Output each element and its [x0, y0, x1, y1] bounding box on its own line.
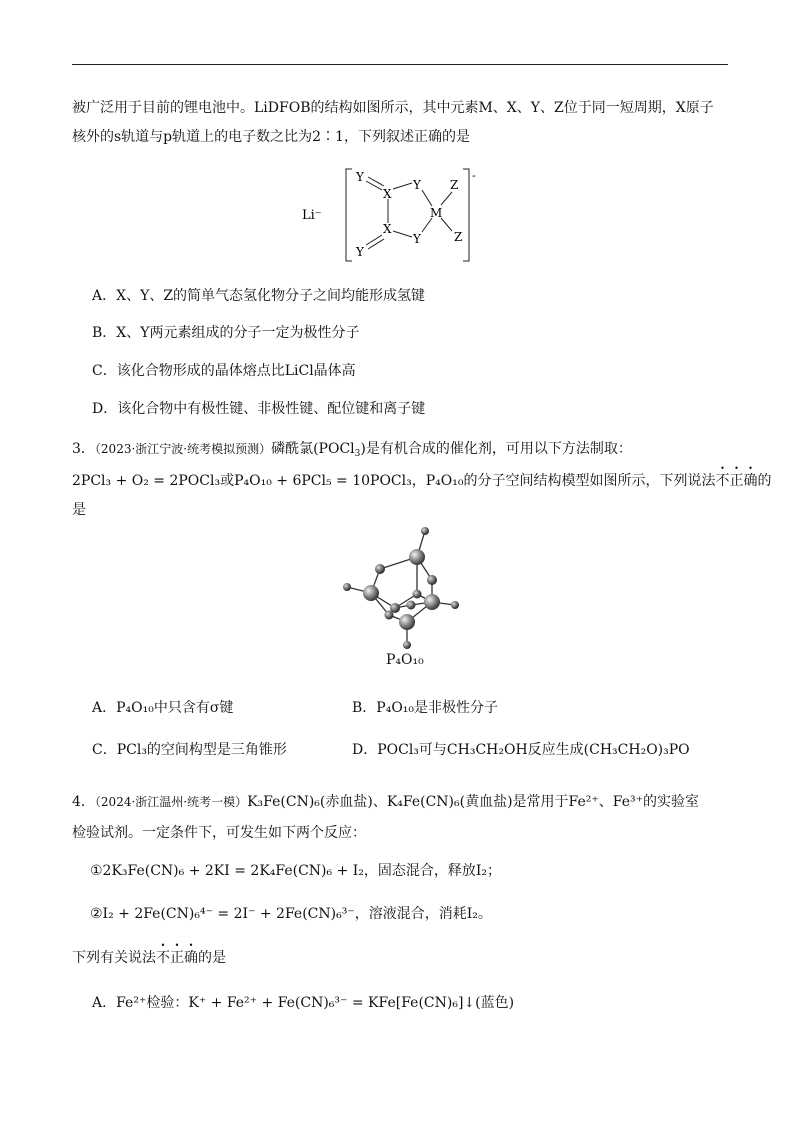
phosphorus-atom — [424, 594, 440, 610]
q3-option-c: C．PCl₃的空间构型是三角锥形 — [92, 742, 287, 758]
lithium-cation-label: Li⁻ — [302, 208, 322, 223]
oxygen-atom — [421, 527, 429, 535]
atom-y: Y — [356, 170, 364, 184]
header-rule — [72, 64, 728, 65]
q2-option-b: B．X、Y两元素组成的分子一定为极性分子 — [92, 325, 360, 341]
q2-option-c: C．该化合物形成的晶体熔点比LiCl晶体高 — [92, 363, 356, 379]
q4-option-a: A．Fe²⁺检验：K⁺ + Fe²⁺ + Fe(CN)₆³⁻ = KFe[Fe(CN)₆]↓(蓝色) — [92, 995, 515, 1011]
emphasis-char: 确 — [743, 473, 758, 489]
emphasis-char: 正 — [729, 473, 744, 489]
q2-option-a: A．X、Y、Z的简单气态氢化物分子之间均能形成氢键 — [92, 288, 426, 304]
atom-y: Y — [413, 232, 421, 246]
q2-stem-line1: 被广泛用于目前的锂电池中。LiDFOB的结构如图所示，其中元素M、X、Y、Z位于同一短周期，X原子 — [72, 100, 714, 116]
oxygen-atom — [427, 575, 437, 585]
lidfob-structure-figure — [300, 165, 500, 265]
q3-option-d: D．POCl₃可与CH₃CH₂OH反应生成(CH₃CH₂O)₃PO — [352, 742, 690, 758]
atom-z: Z — [454, 230, 463, 244]
oxygen-atom — [413, 590, 422, 599]
emphasis-char: 确 — [184, 950, 198, 966]
emphasis-char: 正 — [170, 950, 184, 966]
q3-source: （2023·浙江宁波·统考模拟预测） — [94, 442, 272, 456]
q2-stem-line2: 核外的s轨道与p轨道上的电子数之比为2∶1，下列叙述正确的是 — [72, 129, 470, 145]
q3-stem-part1: 磷酰氯(POCl — [271, 441, 355, 457]
phosphorus-atom — [363, 585, 379, 601]
emphasis-char: 不 — [715, 473, 730, 489]
atom-x: X — [383, 222, 392, 236]
atom-y: Y — [356, 245, 364, 259]
p4o10-molecule-model — [335, 525, 465, 650]
oxygen-atom — [343, 583, 351, 591]
q4-reaction-2: ②I₂ + 2Fe(CN)₆⁴⁻ = 2I⁻ + 2Fe(CN)₆³⁻，溶液混合，消耗I₂。 — [90, 906, 492, 922]
q4-stem-part1: K₃Fe(CN)₆(赤血盐)、K₄Fe(CN)₆(黄血盐)是常用于Fe²⁺、Fe³⁺的实验室 — [247, 794, 700, 810]
atom-x: X — [383, 187, 392, 201]
q3-tail: 的 — [757, 473, 772, 489]
anion-charge: - — [472, 169, 476, 182]
q3-number: 3． — [72, 441, 95, 457]
oxygen-atom — [375, 564, 385, 574]
q3-option-a: A．P₄O₁₀中只含有σ键 — [92, 700, 234, 716]
q2-option-d: D．该化合物中有极性键、非极性键、配位键和离子键 — [92, 401, 426, 417]
q3-stem-line3: 是 — [72, 502, 86, 518]
oxygen-atom — [385, 611, 394, 620]
q3-option-b: B．P₄O₁₀是非极性分子 — [352, 700, 499, 716]
atom-y: Y — [413, 178, 421, 192]
atom-z: Z — [450, 178, 459, 192]
q3-stem-line1: 3．（2023·浙江宁波·统考模拟预测）磷酰氯(POCl$_3$)是有机合成的催化剂，可用以下方法制取： — [72, 441, 632, 459]
q3-equation: 2PCl₃ + O₂ = 2POCl₃或P₄O₁₀ + 6PCl₅ = 10POCl₃，P₄O₁₀的分子空间结构模型如图所示，下列说法 — [72, 473, 716, 489]
q4-source: （2024·浙江温州·统考一模） — [94, 795, 248, 809]
q3-stem-line2 — [72, 470, 771, 490]
q4-question-line — [72, 947, 226, 967]
oxygen-atom — [403, 641, 411, 649]
q4-stem-line1 — [72, 791, 699, 811]
oxygen-atom — [451, 601, 459, 609]
emphasis-char: 不 — [156, 950, 170, 966]
q4-stem-line2: 检验试剂。一定条件下，可发生如下两个反应： — [72, 825, 366, 841]
p4o10-figure-label: P₄O₁₀ — [386, 652, 424, 668]
phosphorus-atom — [399, 614, 415, 630]
q4-ask-post: 的是 — [198, 950, 226, 966]
q4-ask-pre: 下列有关说法 — [72, 950, 156, 966]
oxygen-atom — [407, 601, 416, 610]
phosphorus-atom — [409, 549, 425, 565]
atom-m: M — [430, 206, 443, 220]
q4-number: 4． — [72, 794, 95, 810]
q3-stem-part2: )是有机合成的催化剂，可用以下方法制取： — [360, 441, 632, 457]
q4-reaction-1: ①2K₃Fe(CN)₆ + 2KI = 2K₄Fe(CN)₆ + I₂，固态混合，释放I₂； — [90, 863, 502, 879]
